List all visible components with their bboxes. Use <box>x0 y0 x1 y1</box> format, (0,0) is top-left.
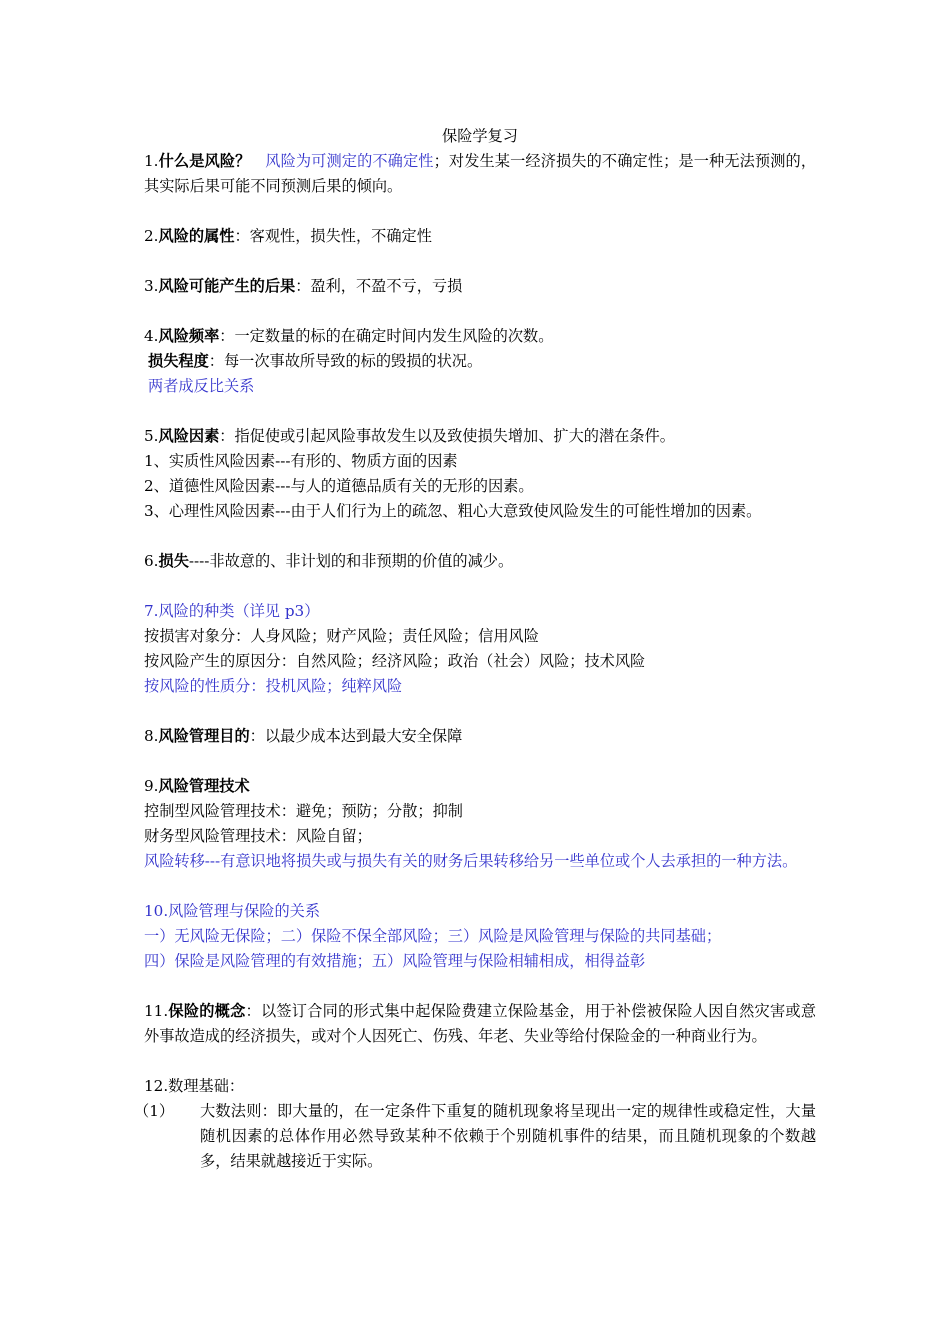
section-7-heading: 7.风险的种类（详见 p3） <box>144 602 320 620</box>
section-1-highlight: 风险为可测定的不确定性 <box>265 152 434 170</box>
section-9-line-2: 财务型风险管理技术：风险自留； <box>144 827 372 845</box>
section-2-text: ：客观性，损失性，不确定性 <box>234 227 432 245</box>
section-6 <box>144 549 816 574</box>
section-12-heading: 12.数理基础： <box>144 1077 245 1095</box>
section-4 <box>144 324 816 349</box>
section-4-text2: ：每一次事故所导致的标的毁损的状况。 <box>208 352 483 370</box>
section-4-label2: 损失程度 <box>148 352 209 370</box>
section-5-num: 5. <box>144 427 159 445</box>
section-9-num: 9. <box>144 777 159 795</box>
section-12-item <box>134 1099 816 1174</box>
section-10-heading: 10.风险管理与保险的关系 <box>144 902 321 920</box>
section-9-highlight: 风险转移---有意识地将损失或与损失有关的财务后果转移给另一些单位或个人去承担的一种方法。 <box>144 852 798 870</box>
section-5-item-3: 3、心理性风险因素---由于人们行为上的疏忽、粗心大意致使风险发生的可能性增加的因素。 <box>144 502 762 520</box>
section-6-text: ----非故意的、非计划的和非预期的价值的减少。 <box>188 552 514 570</box>
section-3-num: 3. <box>144 277 159 295</box>
section-5 <box>144 424 816 449</box>
section-5-text: ：指促使或引起风险事故发生以及致使损失增加、扩大的潜在条件。 <box>219 427 675 445</box>
section-1-num: 1. <box>144 152 159 170</box>
doc-title: 保险学复习 <box>442 127 518 145</box>
section-4-text: ：一定数量的标的在确定时间内发生风险的次数。 <box>219 327 554 345</box>
section-5-item-1: 1、实质性风险因素---有形的、物质方面的因素 <box>144 452 458 470</box>
section-4-line2 <box>144 349 816 374</box>
section-11-num: 11. <box>144 1002 169 1020</box>
section-3 <box>144 274 816 299</box>
section-10-line-1: 一）无风险无保险；二）保险不保全部风险；三）风险是风险管理与保险的共同基础； <box>144 927 722 945</box>
section-10-line-2: 四）保险是风险管理的有效措施；五）风险管理与保险相辅相成，相得益彰 <box>144 952 646 970</box>
section-1-text: ；对发生某一经济损失的不确定性；是一种无法预测的，其实际后果可能不同预测后果的倾向。 <box>144 152 817 195</box>
section-9-line-1: 控制型风险管理技术：避免；预防；分散；抑制 <box>144 802 463 820</box>
section-12-item-num: （1） <box>134 1102 175 1120</box>
section-5-item-2: 2、道德性风险因素---与人的道德品质有关的无形的因素。 <box>144 477 534 495</box>
section-7-line-3: 按风险的性质分：投机风险；纯粹风险 <box>144 677 403 695</box>
section-4-label: 风险频率 <box>158 327 220 345</box>
section-7-line-2: 按风险产生的原因分：自然风险；经济风险；政治（社会）风险；技术风险 <box>144 652 646 670</box>
section-8-text: ：以最少成本达到最大安全保障 <box>249 727 463 745</box>
section-9 <box>144 774 816 799</box>
section-1-label: 什么是风险？ <box>158 152 251 170</box>
section-8 <box>144 724 816 749</box>
section-4-num: 4. <box>144 327 159 345</box>
section-11 <box>144 999 816 1049</box>
section-2-label: 风险的属性 <box>158 227 235 245</box>
section-3-text: ：盈利，不盈不亏，亏损 <box>295 277 463 295</box>
section-3-label: 风险可能产生的后果 <box>158 277 296 295</box>
section-6-num: 6. <box>144 552 159 570</box>
section-2-num: 2. <box>144 227 159 245</box>
section-4-highlight: 两者成反比关系 <box>148 377 255 395</box>
section-7-line-1: 按损害对象分：人身风险；财产风险；责任风险；信用风险 <box>144 627 539 645</box>
section-5-label: 风险因素 <box>158 427 220 445</box>
section-12-item-text: 大数法则：即大量的，在一定条件下重复的随机现象将呈现出一定的规律性或稳定性，大量随机因素的总体作用必然导致某种不依赖于个别随机事件的结果，而且随机现象的个数越多，结果就越接近于实际。 <box>200 1102 816 1170</box>
section-1 <box>144 149 816 199</box>
section-2 <box>144 224 816 249</box>
section-9-label: 风险管理技术 <box>158 777 250 795</box>
section-11-text: ：以签订合同的形式集中起保险费建立保险基金，用于补偿被保险人因自然灾害或意外事故造成的经济损失，或对个人因死亡、伤残、年老、失业等给付保险金的一种商业行为。 <box>144 1002 817 1045</box>
section-8-label: 风险管理目的 <box>158 727 250 745</box>
document-page <box>134 124 817 1174</box>
section-8-num: 8. <box>144 727 159 745</box>
section-6-label: 损失 <box>158 552 189 570</box>
section-11-label: 保险的概念 <box>168 1002 246 1020</box>
